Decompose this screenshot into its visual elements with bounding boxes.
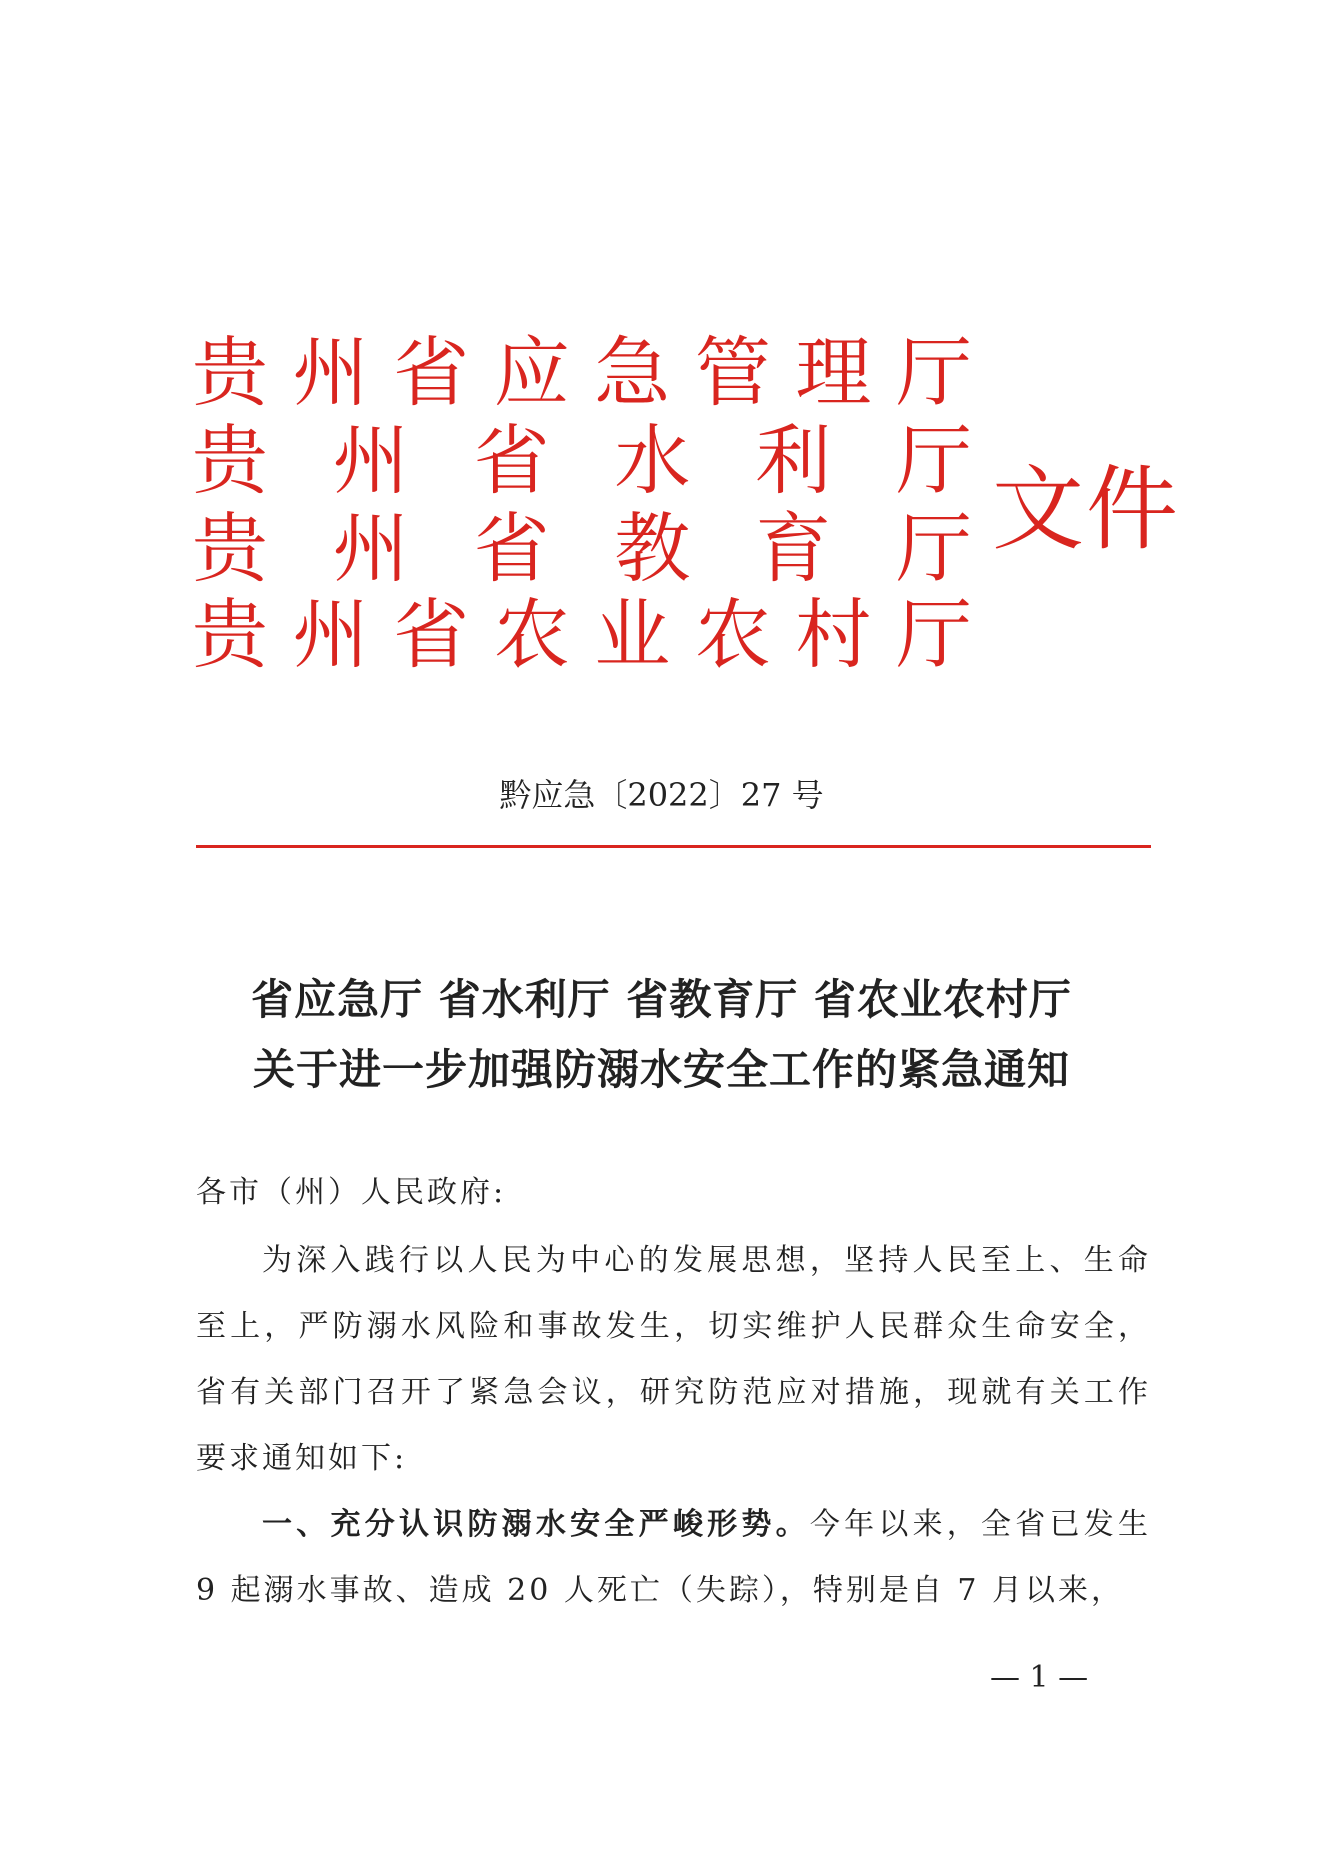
document-title-line-2: 关于进一步加强防溺水安全工作的紧急通知 — [252, 1045, 1070, 1094]
red-masthead — [192, 330, 1192, 690]
agency-name-water-resources: 贵 州 省 水 利 厅 — [192, 416, 972, 505]
agency-name-emergency-management: 贵 州 省 应 急 管 理 厅 — [192, 328, 972, 417]
document-title-line-1: 省应急厅 省水利厅 省教育厅 省农业农村厅 — [251, 975, 1072, 1024]
section-text: 今年以来，全省已发生 9 起溺水事故、造成 20 人死亡（失踪），特别是自 7 月以来， — [196, 1507, 1152, 1608]
document-number: 黔应急〔2022〕27 号 — [499, 776, 824, 814]
salutation: 各市（州）人民政府: — [196, 1175, 507, 1210]
agency-name-education: 贵 州 省 教 育 厅 — [192, 504, 972, 593]
document-type-label: 文件 — [992, 456, 1181, 563]
red-divider — [196, 845, 1151, 848]
page-number: — 1 — — [990, 1660, 1089, 1695]
agency-name-agriculture: 贵 州 省 农 业 农 村 厅 — [192, 590, 972, 679]
section-heading: 一、充分认识防溺水安全严峻形势。 — [262, 1507, 810, 1542]
paragraph-section-one — [196, 1492, 1151, 1624]
paragraph-intro: 为深入践行以人民为中心的发展思想，坚持人民至上、生命至上，严防溺水风险和事故发生，切实维护人民群众生命安全，省有关部门召开了紧急会议，研究防范应对措施，现就有关工作要求通知如下: — [196, 1243, 1151, 1476]
